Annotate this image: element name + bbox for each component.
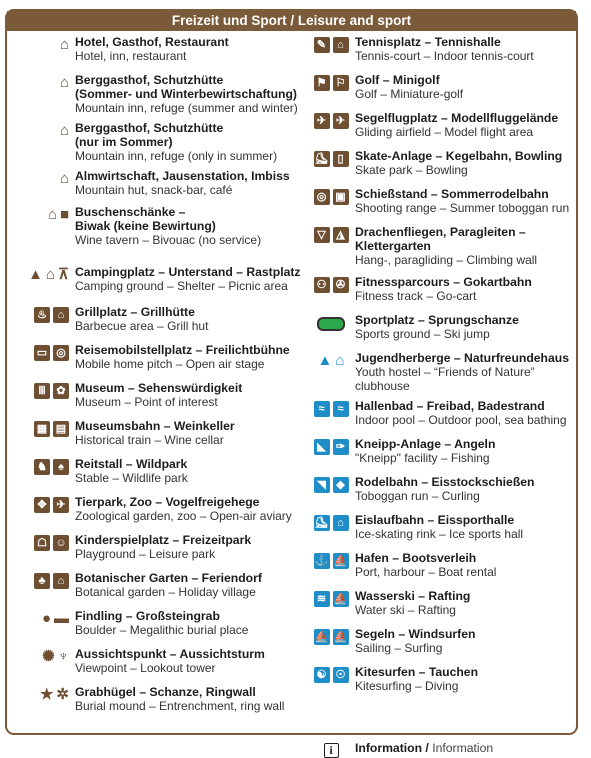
label-de: Schießstand – Sommerrodelbahn bbox=[355, 187, 549, 201]
legend-entry bbox=[21, 265, 303, 293]
label-en: Wine tavern – Bivouac (no service) bbox=[75, 233, 262, 247]
legend-text bbox=[75, 121, 303, 163]
boulder-icon: ● bbox=[41, 610, 51, 627]
legend-icons bbox=[307, 275, 355, 303]
legend-entry bbox=[21, 121, 303, 163]
label-en: Mobile home pitch – Open air stage bbox=[75, 357, 265, 371]
label-de: Findling – Großsteingrab bbox=[75, 609, 220, 623]
legend-entry bbox=[21, 169, 303, 197]
legend-entry bbox=[307, 627, 577, 655]
diving-icon: ☉ bbox=[333, 667, 349, 683]
harbour-icon: ⚓ bbox=[314, 555, 329, 567]
legend-text bbox=[355, 513, 577, 541]
gliding-airfield-icon: ✈ bbox=[314, 113, 330, 129]
legend-entry bbox=[21, 647, 303, 675]
label-de: Berggasthof, Schutzhütte bbox=[75, 121, 224, 135]
fitness-track-icon: ⚇ bbox=[314, 277, 330, 293]
legend-entry bbox=[307, 149, 577, 177]
water-ski-icon: ≋ bbox=[314, 591, 330, 607]
label-de: Information bbox=[355, 741, 423, 755]
label-en: Shooting range – Summer toboggan run bbox=[355, 201, 570, 215]
indoor-pool-icon: ≈ bbox=[314, 401, 330, 417]
legend-text bbox=[355, 187, 577, 215]
shooting-range-icon: ◎ bbox=[314, 189, 330, 205]
legend-entry bbox=[21, 305, 303, 333]
wine-cellar-icon: ▤ bbox=[53, 421, 69, 437]
label-en: Water ski – Rafting bbox=[355, 603, 456, 617]
label-de: Jugendherberge – Naturfreundehaus bbox=[355, 351, 570, 365]
legend-text bbox=[75, 533, 303, 561]
label-en: Mountain inn, refuge (summer and winter) bbox=[75, 101, 298, 115]
legend-entry bbox=[21, 419, 303, 447]
legend-text bbox=[75, 647, 303, 675]
museum-icon: Ⅲ bbox=[34, 383, 50, 399]
legend-entry bbox=[307, 437, 577, 465]
label-de: Kinderspielplatz – Freizeitpark bbox=[75, 533, 252, 547]
friends-of-nature-icon: ⌂ bbox=[335, 352, 345, 369]
ring-wall-icon: ✲ bbox=[56, 686, 69, 703]
label-en: Sailing – Surfing bbox=[355, 641, 443, 655]
legend-entry bbox=[21, 685, 303, 713]
legend-entry bbox=[307, 399, 577, 427]
label-de: Golf – Minigolf bbox=[355, 73, 440, 87]
ice-rink-icon: ⛸ bbox=[314, 517, 329, 529]
label-en: Playground – Leisure park bbox=[75, 547, 216, 561]
ice-hall-icon: ⌂ bbox=[333, 515, 349, 531]
legend-icons bbox=[307, 551, 355, 579]
legend-text bbox=[355, 551, 577, 579]
legend-entry bbox=[21, 35, 303, 63]
legend-text bbox=[355, 225, 577, 267]
sailing-icon: ⛵ bbox=[314, 631, 329, 643]
legend-icons bbox=[21, 265, 75, 293]
legend-text bbox=[355, 589, 577, 617]
label-en: Skate park – Bowling bbox=[355, 163, 468, 177]
legend-text bbox=[355, 665, 577, 693]
label-de: Segeln – Windsurfen bbox=[355, 627, 476, 641]
legend-text bbox=[75, 457, 303, 485]
legend-icons bbox=[307, 111, 355, 139]
label-en: Museum – Point of interest bbox=[75, 395, 218, 409]
legend-entry bbox=[307, 225, 577, 267]
label-de: Museum – Sehenswürdigkeit bbox=[75, 381, 243, 395]
label-en: "Kneipp" facility – Fishing bbox=[355, 451, 490, 465]
legend-icons bbox=[21, 381, 75, 409]
legend-icons bbox=[21, 419, 75, 447]
legend-icons bbox=[307, 313, 355, 341]
picnic-icon: ⊼ bbox=[58, 266, 69, 283]
legend-icons bbox=[307, 399, 355, 427]
label-en: Ice-skating rink – Ice sports hall bbox=[355, 527, 524, 541]
legend-entry bbox=[21, 73, 303, 115]
playground-icon: ☖ bbox=[34, 535, 50, 551]
label-en: Boulder – Megalithic burial place bbox=[75, 623, 249, 637]
model-flight-icon: ✈ bbox=[333, 113, 349, 129]
legend-text bbox=[75, 381, 303, 409]
label-de: Segelflugplatz – Modellfluggelände bbox=[355, 111, 559, 125]
label-en: Botanical garden – Holiday village bbox=[75, 585, 256, 599]
label-en: Kitesurfing – Diving bbox=[355, 679, 459, 693]
legend-icons bbox=[307, 665, 355, 693]
label-en: Indoor pool – Outdoor pool, sea bathing bbox=[355, 413, 567, 427]
label-en: Hang-, paragliding – Climbing wall bbox=[355, 253, 538, 267]
skate-park-icon: ⛸ bbox=[314, 153, 329, 165]
label-de: Hafen – Bootsverleih bbox=[355, 551, 477, 565]
legend-icons bbox=[307, 513, 355, 541]
label-en: Information bbox=[432, 741, 494, 755]
grill-hut-icon: ⌂ bbox=[53, 307, 69, 323]
point-of-interest-icon: ✿ bbox=[53, 383, 69, 399]
label-en: Hotel, inn, restaurant bbox=[75, 49, 187, 63]
legend-entry bbox=[307, 513, 577, 541]
legend-icons bbox=[21, 647, 75, 675]
legend-text bbox=[355, 437, 577, 465]
legend-icons bbox=[21, 533, 75, 561]
label-de: Campingplatz – Unterstand – Rastplatz bbox=[75, 265, 301, 279]
mountain-inn-icon: ⌂ bbox=[59, 74, 69, 91]
legend-entry bbox=[307, 551, 577, 579]
climbing-wall-icon: ◮ bbox=[333, 227, 349, 243]
label-de: Biwak (keine Bewirtung) bbox=[75, 219, 216, 233]
legend-entry bbox=[307, 275, 577, 303]
legend-entry bbox=[21, 495, 303, 523]
legend-icons bbox=[21, 73, 75, 115]
aviary-icon: ✈ bbox=[53, 497, 69, 513]
viewpoint-icon: ✺ bbox=[42, 648, 55, 665]
rafting-icon: ⛵ bbox=[333, 593, 348, 605]
label-en: Viewpoint – Lookout tower bbox=[75, 661, 216, 675]
wildlife-park-icon: ♠ bbox=[53, 459, 69, 475]
legend-text bbox=[75, 205, 303, 247]
label-en: Gliding airfield – Model flight area bbox=[355, 125, 534, 139]
legend-text bbox=[355, 275, 577, 303]
leisure-park-icon: ☺ bbox=[53, 535, 69, 551]
stable-icon: ♞ bbox=[34, 459, 50, 475]
label-de: Klettergarten bbox=[355, 239, 431, 253]
tennis-court-icon: ✎ bbox=[314, 37, 330, 53]
label-de: Sportplatz – Sprungschanze bbox=[355, 313, 519, 327]
paragliding-icon: ▽ bbox=[314, 227, 330, 243]
legend-entry bbox=[21, 533, 303, 561]
legend-entry bbox=[307, 351, 577, 393]
toboggan-icon: ◥ bbox=[314, 477, 330, 493]
label-de: Buschenschänke – bbox=[75, 205, 186, 219]
legend-icons bbox=[307, 351, 355, 393]
label-en: Port, harbour – Boat rental bbox=[355, 565, 497, 579]
legend-text bbox=[75, 73, 303, 115]
botanical-garden-icon: ♣ bbox=[34, 573, 50, 589]
legend-panel bbox=[5, 9, 578, 757]
legend-text bbox=[355, 475, 577, 503]
legend-entry bbox=[307, 35, 577, 63]
legend-icons bbox=[21, 305, 75, 333]
fishing-icon: ✑ bbox=[333, 439, 349, 455]
surfing-icon: ⛵ bbox=[333, 631, 348, 643]
legend-icons bbox=[307, 475, 355, 503]
legend-text bbox=[355, 627, 577, 655]
go-cart-icon: ✇ bbox=[333, 277, 349, 293]
legend-icons bbox=[307, 35, 355, 63]
legend-text bbox=[75, 169, 303, 197]
lookout-tower-icon: ♆ bbox=[57, 648, 69, 665]
legend-text bbox=[355, 35, 577, 63]
legend-entry bbox=[21, 205, 303, 247]
legend-icons bbox=[307, 225, 355, 267]
legend-title: Freizeit und Sport / Leisure and sport bbox=[7, 11, 576, 31]
house-roof-icon: ⌂ bbox=[59, 36, 69, 53]
tent-icon: ▲ bbox=[28, 266, 43, 283]
label-en: Historical train – Wine cellar bbox=[75, 433, 224, 447]
legend-icons bbox=[307, 437, 355, 465]
legend-entry bbox=[21, 343, 303, 371]
label-de: Kneipp-Anlage – Angeln bbox=[355, 437, 496, 451]
legend-entry-information bbox=[307, 741, 577, 758]
label-en: Mountain inn, refuge (only in summer) bbox=[75, 149, 278, 163]
label-en: Golf – Miniature-golf bbox=[355, 87, 464, 101]
youth-hostel-icon: ▲ bbox=[317, 352, 333, 369]
label-en: Stable – Wildlife park bbox=[75, 471, 188, 485]
label-en: Toboggan run – Curling bbox=[355, 489, 480, 503]
legend-text bbox=[355, 399, 577, 427]
label-de: Aussichtspunkt – Aussichtsturm bbox=[75, 647, 265, 661]
label-de: Hotel, Gasthof, Restaurant bbox=[75, 35, 229, 49]
label-de: Grabhügel – Schanze, Ringwall bbox=[75, 685, 256, 699]
label-de: Eislaufbahn – Eissporthalle bbox=[355, 513, 515, 527]
label-de: (Sommer- und Winterbewirtschaftung) bbox=[75, 87, 297, 101]
legend-text bbox=[75, 419, 303, 447]
label-de: Skate-Anlage – Kegelbahn, Bowling bbox=[355, 149, 563, 163]
information-icon: i bbox=[324, 743, 339, 758]
legend-icons bbox=[21, 121, 75, 163]
legend-entry bbox=[307, 111, 577, 139]
legend-text bbox=[75, 265, 303, 293]
label-de: Berggasthof, Schutzhütte bbox=[75, 73, 224, 87]
legend-text bbox=[355, 313, 577, 341]
label-de: Reitstall – Wildpark bbox=[75, 457, 188, 471]
legend-entry bbox=[21, 457, 303, 485]
tennis-hall-icon: ⌂ bbox=[333, 37, 349, 53]
wine-tavern-icon: ⌂ bbox=[47, 206, 57, 223]
curling-icon: ◆ bbox=[333, 477, 349, 493]
label-en: Barbecue area – Grill hut bbox=[75, 319, 209, 333]
legend-text bbox=[355, 111, 577, 139]
label-en: Mountain hut, snack-bar, café bbox=[75, 183, 233, 197]
label-de: Fitnessparcours – Gokartbahn bbox=[355, 275, 532, 289]
label-de: Tierpark, Zoo – Vogelfreigehege bbox=[75, 495, 260, 509]
legend-icons bbox=[21, 169, 75, 197]
legend-text bbox=[355, 351, 577, 393]
legend-icons bbox=[307, 73, 355, 101]
legend-entry bbox=[307, 589, 577, 617]
legend-icons bbox=[21, 495, 75, 523]
legend-text bbox=[355, 73, 577, 101]
legend-text bbox=[75, 571, 303, 599]
historical-train-icon: ▦ bbox=[34, 421, 50, 437]
label-de: Grillplatz – Grillhütte bbox=[75, 305, 195, 319]
legend-entry bbox=[307, 187, 577, 215]
label-en: Zoological garden, zoo – Open-air aviary bbox=[75, 509, 292, 523]
bowling-icon: ▯ bbox=[333, 151, 349, 167]
legend-text bbox=[75, 609, 303, 637]
legend-entry bbox=[307, 73, 577, 101]
legend-text bbox=[75, 343, 303, 371]
legend-text bbox=[75, 305, 303, 333]
legend-entry bbox=[21, 609, 303, 637]
label-en: Fitness track – Go-cart bbox=[355, 289, 477, 303]
legend-entry bbox=[307, 475, 577, 503]
legend-icons bbox=[21, 35, 75, 63]
legend-icons bbox=[21, 343, 75, 371]
legend-text bbox=[75, 35, 303, 63]
label-de: Reisemobilstellplatz – Freilichtbühne bbox=[75, 343, 290, 357]
legend-icons bbox=[307, 187, 355, 215]
legend-text bbox=[355, 741, 577, 758]
label-en: clubhouse bbox=[355, 379, 410, 393]
legend-text bbox=[75, 495, 303, 523]
legend-icons bbox=[21, 457, 75, 485]
label-en: Sports ground – Ski jump bbox=[355, 327, 490, 341]
megalithic-grave-icon: ▬ bbox=[54, 610, 69, 627]
legend-icons bbox=[21, 571, 75, 599]
mountain-inn-summer-icon: ⌂ bbox=[59, 122, 69, 139]
label-de: Wasserski – Rafting bbox=[355, 589, 471, 603]
boat-rental-icon: ⛵ bbox=[333, 555, 348, 567]
legend-icons bbox=[21, 609, 75, 637]
golf-icon: ⚑ bbox=[314, 75, 330, 91]
legend-entry bbox=[21, 381, 303, 409]
kneipp-icon: ◣ bbox=[314, 439, 330, 455]
legend-icons bbox=[307, 589, 355, 617]
label-de: Hallenbad – Freibad, Badestrand bbox=[355, 399, 545, 413]
legend-entry bbox=[307, 665, 577, 693]
legend-text bbox=[355, 149, 577, 177]
label-de: Kitesurfen – Tauchen bbox=[355, 665, 479, 679]
legend-icons bbox=[21, 685, 75, 713]
label-de: Rodelbahn – Eisstockschießen bbox=[355, 475, 535, 489]
legend-icons bbox=[307, 627, 355, 655]
label-en: Camping ground – Shelter – Picnic area bbox=[75, 279, 288, 293]
label-en: Tennis-court – Indoor tennis-court bbox=[355, 49, 534, 63]
barbecue-icon: ♨ bbox=[34, 307, 50, 323]
legend-entry bbox=[307, 313, 577, 341]
label-de: Botanischer Garten – Feriendorf bbox=[75, 571, 262, 585]
legend-text bbox=[75, 685, 303, 713]
sports-ground-icon bbox=[317, 317, 345, 331]
holiday-village-icon: ⌂ bbox=[53, 573, 69, 589]
label-en: Youth hostel – “Friends of Nature” bbox=[355, 365, 535, 379]
legend-icons bbox=[307, 741, 355, 758]
bivouac-icon: ■ bbox=[59, 206, 69, 223]
label-de: (nur im Sommer) bbox=[75, 135, 173, 149]
kitesurfing-icon: ☯ bbox=[314, 667, 330, 683]
separator: / bbox=[422, 741, 433, 755]
legend-icons bbox=[21, 205, 75, 247]
outdoor-pool-icon: ≈ bbox=[333, 401, 349, 417]
label-en: Burial mound – Entrenchment, ring wall bbox=[75, 699, 285, 713]
burial-mound-icon: ★ bbox=[39, 686, 54, 703]
hut-outline-icon: ⌂ bbox=[59, 170, 69, 187]
shelter-icon: ⌂ bbox=[45, 266, 56, 283]
camper-icon: ▭ bbox=[34, 345, 50, 361]
legend-entry bbox=[21, 571, 303, 599]
label-de: Drachenfliegen, Paragleiten – bbox=[355, 225, 526, 239]
open-air-stage-icon: ◎ bbox=[53, 345, 69, 361]
minigolf-icon: ⚐ bbox=[333, 75, 349, 91]
label-de: Museumsbahn – Weinkeller bbox=[75, 419, 235, 433]
toboggan-run-icon: ▣ bbox=[333, 189, 349, 205]
label-de: Almwirtschaft, Jausenstation, Imbiss bbox=[75, 169, 290, 183]
label-de: Tennisplatz – Tennishalle bbox=[355, 35, 501, 49]
legend-icons bbox=[307, 149, 355, 177]
zoo-icon: ✥ bbox=[34, 497, 50, 513]
